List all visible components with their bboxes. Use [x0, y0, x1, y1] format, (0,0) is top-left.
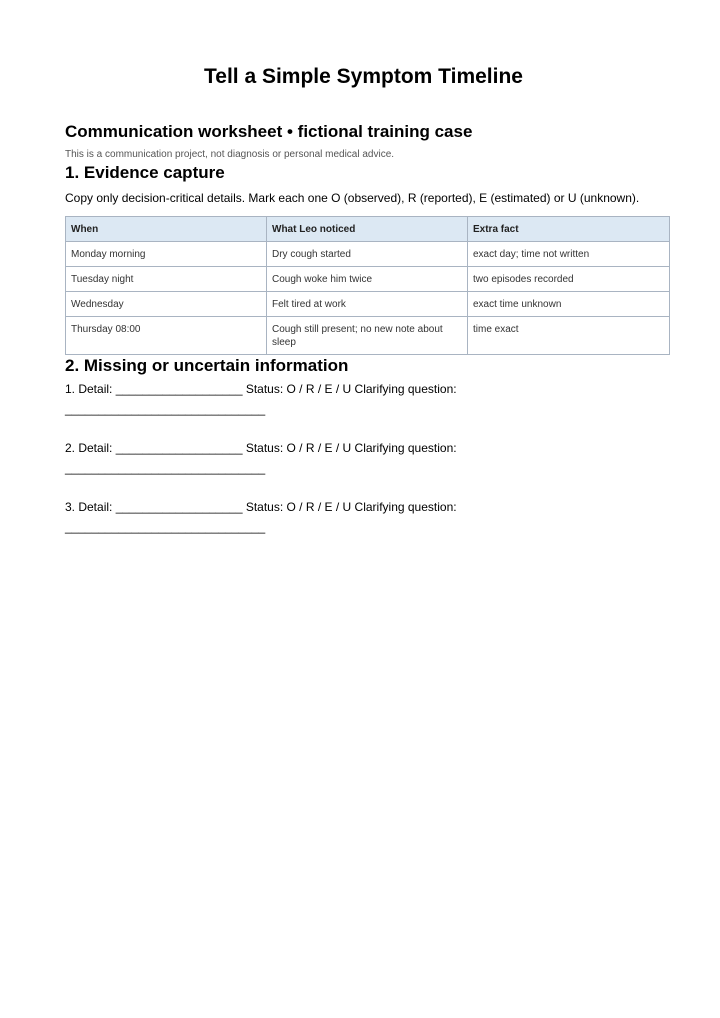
cell-what-noticed: Dry cough started [267, 242, 468, 267]
document-subtitle: Communication worksheet • fictional training case [65, 122, 473, 141]
cell-what-noticed: Cough still present; no new note about sleep [267, 317, 468, 355]
cell-extra-fact: two episodes recorded [468, 267, 670, 292]
evidence-capture-section [65, 162, 662, 355]
cell-when: Tuesday night [66, 267, 267, 292]
evidence-table [65, 216, 670, 355]
section-heading-missing-info: 2. Missing or uncertain information [65, 356, 349, 375]
disclaimer-note: This is a communication project, not diagnosis or personal medical advice. [65, 149, 395, 160]
cell-when: Monday morning [66, 242, 267, 267]
column-header-extra-fact: Extra fact [468, 217, 670, 242]
detail-item-3 [65, 497, 662, 537]
cell-when: Thursday 08:00 [66, 317, 267, 355]
detail-line-fields: 2. Detail: ___________________ Status: O / R / E / U Clarifying question: [65, 441, 457, 455]
detail-line-fields: 3. Detail: ___________________ Status: O / R / E / U Clarifying question: [65, 500, 457, 514]
detail-item-1 [65, 379, 662, 419]
table-row [66, 317, 670, 355]
evidence-instructions: Copy only decision-critical details. Mark each one O (observed), R (reported), E (estimated) or U (unknown). [65, 191, 640, 205]
section-heading-evidence: 1. Evidence capture [65, 163, 225, 182]
detail-item-2 [65, 438, 662, 478]
table-row [66, 292, 670, 317]
table-header-row [66, 217, 670, 242]
table-row [66, 267, 670, 292]
column-header-what-noticed: What Leo noticed [267, 217, 468, 242]
clarifying-question-blank: ______________________________ [65, 461, 266, 475]
cell-what-noticed: Felt tired at work [267, 292, 468, 317]
cell-extra-fact: exact time unknown [468, 292, 670, 317]
column-header-when: When [66, 217, 267, 242]
missing-information-section [65, 355, 662, 537]
cell-when: Wednesday [66, 292, 267, 317]
cell-what-noticed: Cough woke him twice [267, 267, 468, 292]
clarifying-question-blank: ______________________________ [65, 520, 266, 534]
cell-extra-fact: exact day; time not written [468, 242, 670, 267]
document-title: Tell a Simple Symptom Timeline [204, 65, 523, 88]
table-row [66, 242, 670, 267]
detail-line-fields: 1. Detail: ___________________ Status: O / R / E / U Clarifying question: [65, 382, 457, 396]
clarifying-question-blank: ______________________________ [65, 402, 266, 416]
cell-extra-fact: time exact [468, 317, 670, 355]
